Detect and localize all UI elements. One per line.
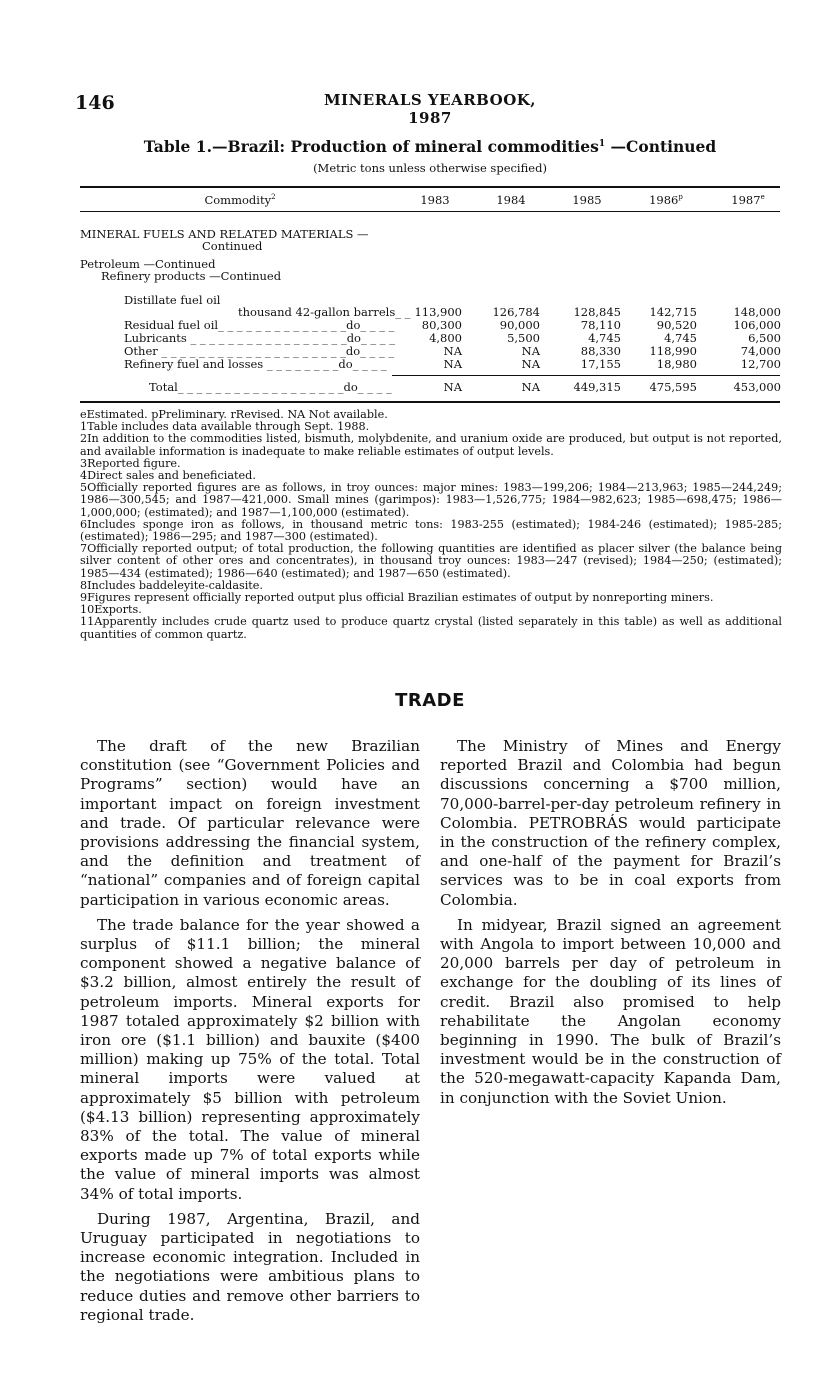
body-paragraph: During 1987, Argentina, Brazil, and Uruguay participated in negotiations to increase economic integration. Included in the negotiations were ambitious plans to reduce duties and remove other barriers to regional trade. — [80, 1209, 420, 1324]
cell-1983: NA — [443, 357, 462, 371]
cell-1983: NA — [443, 344, 462, 358]
section-heading-trade: TRADE — [395, 690, 465, 711]
table-footnotes — [80, 409, 782, 641]
row-label: thousand 42-gallon barrels_ _ — [238, 305, 411, 319]
column-header-commodity-ref: 2 — [271, 193, 276, 202]
cell-1984: 126,784 — [492, 305, 540, 319]
cell-1983: 80,300 — [421, 318, 462, 332]
total-label: Total_ _ _ _ _ _ _ _ _ _ _ _ _ _ _ _ _ _do_ _ _ _ — [149, 380, 392, 394]
footnote-9: 9Figures represent officially reported output plus official Brazilian estimates of output by nonreporting miners. — [80, 591, 714, 605]
footnote-7: 7Officially reported output; of total production, the following quantities are identified as placer silver (the balance being silver content of other ores and concentrates), in thousand troy ounces: 1983—247 (revised); 1984—250; (estimated); 1985—434 (estimated); 1986—640 (estimated); and 1987—650 (estimated). — [80, 542, 782, 580]
cell-1986: 4,745 — [664, 331, 697, 345]
row-label: Residual fuel oil_ _ _ _ _ _ _ _ _ _ _ _ _ _do_ _ _ _ — [124, 318, 395, 332]
column-header-commodity-text: Commodity — [204, 193, 272, 207]
total-1987: 453,000 — [733, 380, 781, 394]
footnote-8: 8Includes baddeleyite-caldasite. — [80, 578, 263, 592]
cell-1986: 142,715 — [649, 305, 697, 319]
total-1985: 449,315 — [573, 380, 621, 394]
column-header-commodity — [80, 193, 400, 207]
body-paragraph: The draft of the new Brazilian constitution (see “Government Policies and Programs” section) would have an important impact on foreign investment and trade. Of particular relevance were provisions addressing the financial system, and the definition and treatment of “national” companies and of foreign capital participation in various economic areas. — [80, 737, 420, 909]
subgroup-label: Refinery products —Continued — [101, 269, 282, 283]
column-header-1987 — [710, 193, 786, 207]
cell-1983: 113,900 — [414, 305, 462, 319]
footnote-11: 11Apparently includes crude quartz used to produce quartz crystal (listed separately in this table) as well as additional quantities of common quartz. — [80, 615, 782, 641]
footnote-6: 6Includes sponge iron as follows, in thousand metric tons: 1983-255 (estimated); 1984-246 (estimated); 1985-285; (estimated); 1986—295; and 1987—300 (estimated). — [80, 517, 782, 544]
footnote-10: 10Exports. — [80, 603, 142, 617]
body-paragraph: The trade balance for the year showed a surplus of $11.1 billion; the mineral component showed a negative balance of $3.2 billion, almost entirely the result of petroleum imports. Mineral exports for 1987 totaled approximately $2 billion with iron ore ($1.1 billion) and bauxite ($400 million) making up 75% of the total. Total mineral imports were valued at approximately $5 billion with petroleum ($4.13 billion) representing approximately 83% of the total. The value of mineral exports made up 7% of total exports while the value of mineral imports was almost 34% of total imports. — [80, 915, 420, 1203]
table-subtitle: (Metric tons unless otherwise specified) — [313, 161, 547, 175]
total-1983: NA — [443, 380, 462, 394]
cell-1987: 74,000 — [740, 344, 781, 358]
cell-1986: 18,980 — [656, 357, 697, 371]
body-paragraph: The Ministry of Mines and Energy reported Brazil and Colombia had begun discussions concerning a $700 million, 70,000-barrel-per-day petroleum refinery in Colombia. PETROBRÁS would participate in the construction of the refinery complex, and one-half of the payment for Brazil’s services was to be in coal exports from Colombia. — [440, 737, 781, 909]
cell-1984: NA — [521, 344, 540, 358]
cell-1987: 6,500 — [748, 331, 781, 345]
section-label-continued: Continued — [202, 239, 263, 253]
body-column-right — [440, 737, 781, 1108]
cell-1987: 148,000 — [733, 305, 781, 319]
total-1986: 475,595 — [649, 380, 697, 394]
row-label: Lubricants _ _ _ _ _ _ _ _ _ _ _ _ _ _ _ _ _do_ _ _ _ — [124, 331, 395, 345]
column-header-1987-text: 1987 — [731, 193, 761, 207]
table-title-footnote-ref: 1 — [598, 138, 606, 149]
column-header-1985: 1985 — [572, 193, 602, 207]
row-label: Refinery fuel and losses _ _ _ _ _ _ _ _do_ _ _ _ — [124, 357, 387, 371]
table-title-text: Table 1.—Brazil: Production of mineral commodities — [143, 137, 599, 156]
body-paragraph: In midyear, Brazil signed an agreement with Angola to import between 10,000 and 20,000 barrels per day of petroleum in exchange for the doubling of its lines of credit. Brazil also promised to help rehabilitate the Angolan economy beginning in 1990. The bulk of Brazil’s investment would be in the construction of the 520-megawatt-capacity Kapanda Dam, in conjunction with the Soviet Union. — [440, 915, 781, 1107]
total-rule — [392, 375, 780, 376]
cell-1987: 106,000 — [733, 318, 781, 332]
footnote-1: 1Table includes data available through Sept. 1988. — [80, 420, 370, 434]
table-title-suffix: —Continued — [605, 137, 717, 156]
cell-1983: 4,800 — [429, 331, 462, 345]
body-column-left — [80, 737, 420, 1324]
page-number: 146 — [75, 92, 115, 114]
group-label: Petroleum —Continued — [80, 257, 216, 271]
cell-1986: 90,520 — [656, 318, 697, 332]
footnote-2: 2In addition to the commodities listed, bismuth, molybdenite, and uranium oxide are produced, but output is not reported, and available information is inadequate to make reliable estimates of output levels. — [80, 432, 782, 458]
item-distillate-label: Distillate fuel oil — [124, 293, 221, 307]
cell-1985: 88,330 — [580, 344, 621, 358]
cell-1984: NA — [521, 357, 540, 371]
cell-1984: 90,000 — [499, 318, 540, 332]
cell-1984: 5,500 — [507, 331, 540, 345]
footnote-3: 3Reported figure. — [80, 456, 181, 470]
column-header-1986 — [628, 193, 704, 207]
row-label: Other _ _ _ _ _ _ _ _ _ _ _ _ _ _ _ _ _ _ _ _do_ _ _ _ — [124, 344, 395, 358]
column-header-1984: 1984 — [496, 193, 526, 207]
column-header-1983: 1983 — [420, 193, 450, 207]
footnote-legend: eEstimated. pPreliminary. rRevised. NA Not available. — [80, 408, 388, 421]
total-1984: NA — [521, 380, 540, 394]
footnote-4: 4Direct sales and beneficiated. — [80, 469, 256, 483]
cell-1985: 17,155 — [580, 357, 621, 371]
column-header-1986-text: 1986 — [649, 193, 679, 207]
footnote-5: 5Officially reported figures are as follows, in troy ounces: major mines: 1983—199,206; 1984—213,963; 1985—244,249; 1986—300,545; and 1987—421,000. Small mines (garimpos): 1983—1,526,775; 1984—982,623; 1985—698,475; 1986—1,000,000; (estimated); and 1987—1,100,000 (estimated). — [80, 481, 782, 519]
table-header-rule — [80, 211, 780, 212]
section-label: MINERAL FUELS AND RELATED MATERIALS — — [80, 227, 369, 241]
table-title — [80, 137, 780, 156]
column-header-1986-ref: p — [678, 193, 683, 202]
table-bottom-rule — [80, 401, 780, 403]
cell-1985: 128,845 — [573, 305, 621, 319]
cell-1986: 118,990 — [649, 344, 697, 358]
cell-1987: 12,700 — [740, 357, 781, 371]
running-title: MINERALS YEARBOOK, 1987 — [323, 91, 537, 127]
table-top-rule — [80, 186, 780, 188]
cell-1985: 4,745 — [588, 331, 621, 345]
cell-1985: 78,110 — [580, 318, 621, 332]
column-header-1987-ref: e — [760, 193, 765, 202]
